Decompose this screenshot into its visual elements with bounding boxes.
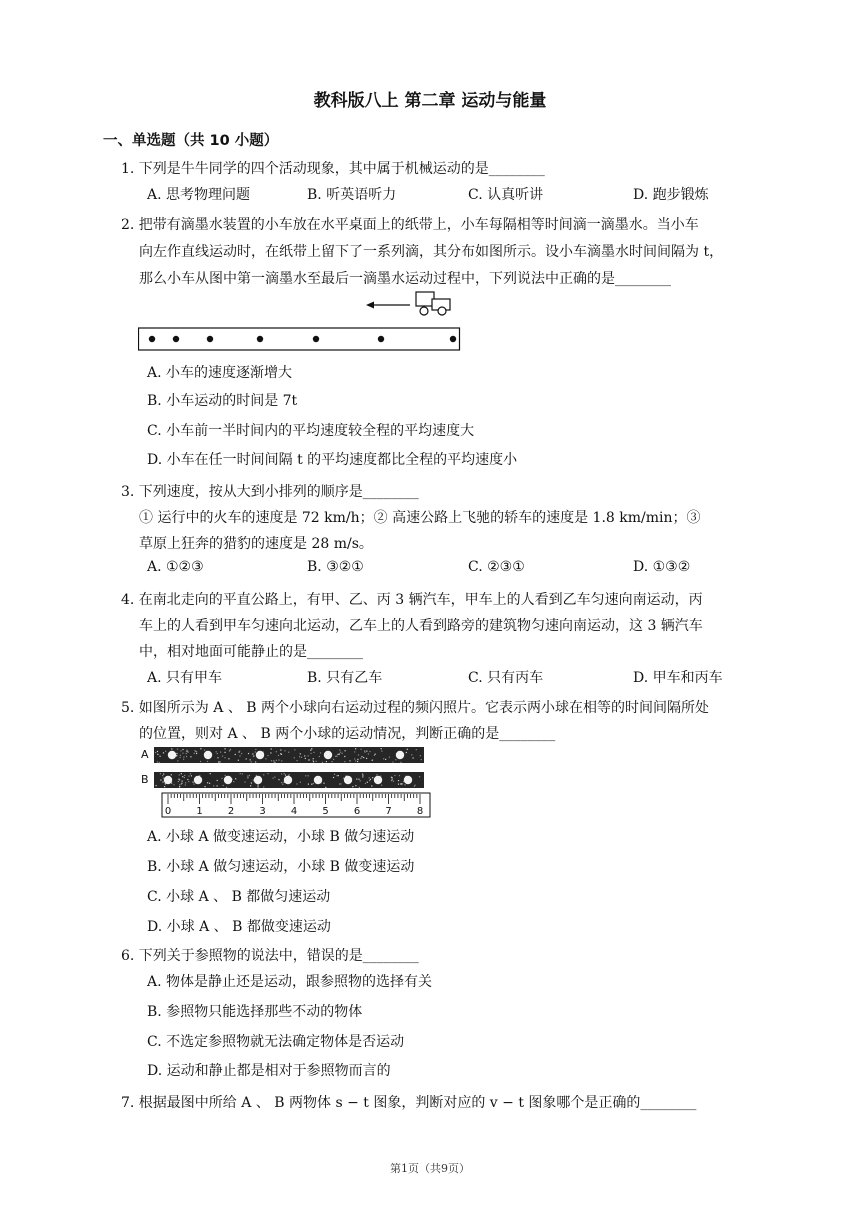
question-5-line-1: 5. 如图所示为 A 、 B 两个小球向右运动过程的频闪照片。它表示两小球在相等的时间间隔所处 — [121, 700, 710, 716]
question-3-option-d[interactable]: D. ①③② — [633, 559, 691, 575]
question-2-line-3: 那么小车从图中第一滴墨水至最后一滴墨水运动过程中，下列说法中正确的是________ — [139, 271, 671, 287]
ink-drop-tape-figure — [138, 288, 463, 354]
ball-a — [256, 751, 264, 759]
cart-icon — [416, 292, 450, 315]
question-5-line-2: 的位置，则对 A 、 B 两个小球的运动情况，判断正确的是________ — [139, 726, 556, 742]
arrow-left-icon — [366, 302, 410, 309]
question-6-option-c[interactable]: C. 不选定参照物就无法确定物体是否运动 — [147, 1034, 405, 1050]
ball-a-label: A — [141, 748, 149, 761]
question-4-option-d[interactable]: D. 甲车和丙车 — [633, 670, 723, 686]
question-6-option-d[interactable]: D. 运动和静止都是相对于参照物而言的 — [147, 1063, 391, 1079]
question-2-line-1: 2. 把带有滴墨水装置的小车放在水平桌面上的纸带上，小车每隔相等时间滴一滴墨水。当小车 — [121, 217, 699, 233]
question-5-option-d[interactable]: D. 小球 A 、 B 都做变速运动 — [147, 919, 331, 935]
ink-drop — [450, 336, 456, 342]
question-1-option-c[interactable]: C. 认真听讲 — [468, 187, 544, 203]
ball-b — [344, 776, 352, 784]
question-4-line-2: 车上的人看到甲车匀速向北运动，乙车上的人看到路旁的建筑物匀速向南运动，这 3 辆汽车 — [139, 618, 703, 634]
ruler-label: 2 — [227, 806, 235, 817]
question-2-option-a[interactable]: A. 小车的速度逐渐增大 — [147, 365, 293, 381]
ball-a — [324, 751, 332, 759]
ball-b — [374, 776, 382, 784]
question-5-option-c[interactable]: C. 小球 A 、 B 都做匀速运动 — [147, 889, 331, 905]
section-heading: 一、单选题（共 10 小题） — [103, 133, 279, 149]
ruler-label: 1 — [196, 806, 203, 817]
ball-b-label: B — [141, 773, 149, 786]
ball-b — [404, 776, 412, 784]
ball-b — [284, 776, 292, 784]
question-1-option-b[interactable]: B. 听英语听力 — [307, 187, 397, 203]
paper-tape — [139, 328, 460, 350]
ball-b — [164, 776, 172, 784]
question-6-option-a[interactable]: A. 物体是静止还是运动，跟参照物的选择有关 — [147, 974, 433, 990]
ball-a — [168, 751, 176, 759]
question-3-option-a[interactable]: A. ①②③ — [147, 559, 204, 575]
ink-drop — [313, 336, 319, 342]
question-2-option-d[interactable]: D. 小车在任一时间间隔 t 的平均速度都比全程的平均速度小 — [147, 452, 518, 468]
question-2-option-b[interactable]: B. 小车运动的时间是 7t — [147, 393, 298, 409]
ruler-label: 7 — [385, 806, 392, 817]
question-3-stem: 3. 下列速度，按从大到小排列的顺序是________ — [121, 484, 419, 500]
question-6-option-b[interactable]: B. 参照物只能选择那些不动的物体 — [147, 1004, 363, 1020]
strip-a — [154, 747, 424, 763]
ruler-label: 6 — [353, 806, 361, 817]
question-5-option-a[interactable]: A. 小球 A 做变速运动，小球 B 做匀速运动 — [147, 829, 415, 845]
page-footer: 第1页（共9页） — [390, 1162, 470, 1175]
ball-b — [254, 776, 262, 784]
ball-b — [224, 776, 232, 784]
question-1-option-a[interactable]: A. 思考物理问题 — [147, 187, 251, 203]
ink-drop — [173, 336, 179, 342]
ruler-label: 3 — [259, 806, 266, 817]
ruler-label: 0 — [164, 806, 172, 817]
question-5-option-b[interactable]: B. 小球 A 做匀速运动，小球 B 做变速运动 — [147, 859, 415, 875]
ink-drop — [257, 336, 263, 342]
ruler-label: 5 — [322, 806, 329, 817]
question-6-stem: 6. 下列关于参照物的说法中，错误的是________ — [121, 948, 419, 964]
question-4-option-a[interactable]: A. 只有甲车 — [147, 670, 223, 686]
question-2-line-2: 向左作直线运动时，在纸带上留下了一系列滴，其分布如图所示。设小车滴墨水时间间隔为 t， — [139, 244, 724, 260]
ruler-label: 8 — [416, 806, 424, 817]
ink-drop — [149, 336, 155, 342]
strobe-photo-figure — [138, 744, 438, 820]
ink-drop — [207, 336, 213, 342]
question-3-line-3: 草原上狂奔的猎豹的速度是 28 m/s。 — [139, 536, 373, 552]
question-3-option-c[interactable]: C. ②③① — [468, 559, 525, 575]
question-3-option-b[interactable]: B. ③②① — [307, 559, 364, 575]
question-7-stem: 7. 根据最图中所给 A 、 B 两物体 s − t 图象，判断对应的 v − t 图象哪个是正确的________ — [121, 1095, 697, 1111]
ball-a — [204, 751, 212, 759]
ink-drop — [378, 336, 384, 342]
page-title: 教科版八上 第二章 运动与能量 — [313, 91, 547, 111]
ball-a — [396, 751, 404, 759]
question-4-option-c[interactable]: C. 只有丙车 — [468, 670, 544, 686]
question-2-option-c[interactable]: C. 小车前一半时间内的平均速度较全程的平均速度大 — [147, 423, 475, 439]
question-1-stem: 1. 下列是牛牛同学的四个活动现象，其中属于机械运动的是________ — [121, 161, 545, 177]
ruler-label: 4 — [290, 806, 298, 817]
question-4-option-b[interactable]: B. 只有乙车 — [307, 670, 383, 686]
question-4-line-3: 中，相对地面可能静止的是________ — [139, 644, 363, 660]
question-3-line-2: ① 运行中的火车的速度是 72 km/h；② 高速公路上飞驰的轿车的速度是 1.8 km/min；③ — [139, 510, 701, 526]
question-1-option-d[interactable]: D. 跑步锻炼 — [633, 187, 709, 203]
ball-b — [194, 776, 202, 784]
ball-b — [314, 776, 322, 784]
question-4-line-1: 4. 在南北走向的平直公路上，有甲、乙、丙 3 辆汽车，甲车上的人看到乙车匀速向南运动，丙 — [121, 592, 703, 608]
